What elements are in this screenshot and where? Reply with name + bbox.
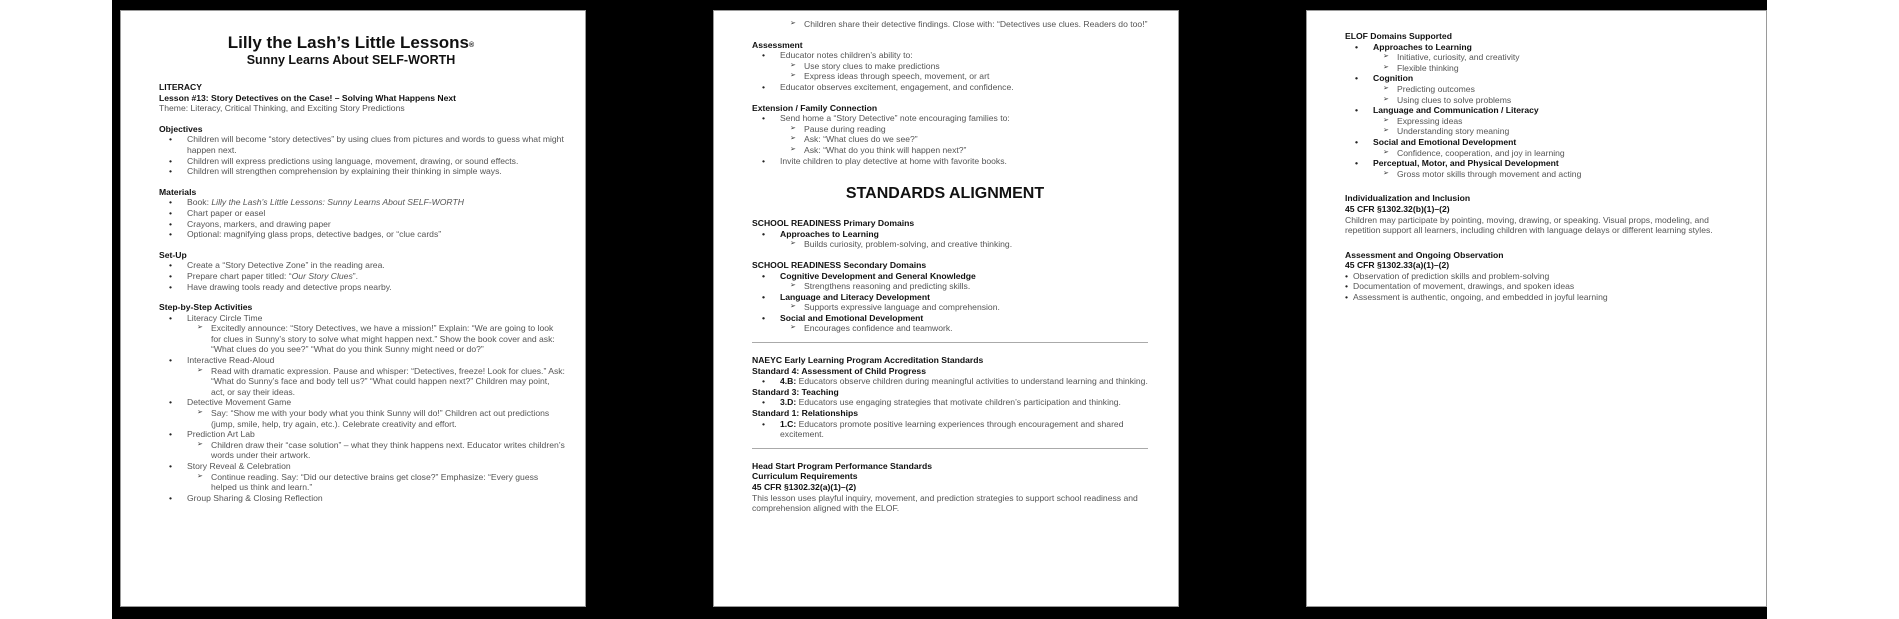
- activity-label: • Prediction Art Lab: [159, 429, 565, 440]
- domain-name: • Social and Emotional Development: [752, 313, 1158, 324]
- objectives-section: [159, 124, 565, 177]
- observation-item: • Assessment is authentic, ongoing, and embedded in joyful learning: [1345, 292, 1746, 303]
- book-prefix: Book:: [187, 197, 212, 208]
- activity-label: • Detective Movement Game: [159, 397, 565, 408]
- objective-item: • Children will express predictions using language, movement, drawing, or sound effects.: [159, 156, 565, 167]
- headstart-cfr: 45 CFR §1302.32(a)(1)–(2): [752, 482, 857, 492]
- registered-mark: ®: [469, 42, 475, 49]
- domain-detail: ➢ Supports expressive language and comprehension.: [752, 302, 1158, 313]
- document-page-2: [713, 10, 1179, 607]
- chart-title: Our Story Clues: [291, 270, 353, 281]
- ongoing-observation-section: [1345, 250, 1746, 303]
- activities-section: [159, 302, 565, 503]
- standard-text: Educators use engaging strategies that motivate children’s participation and thinking.: [796, 397, 1121, 408]
- elof-subitem: ➢ Gross motor skills through movement and acting: [1345, 169, 1746, 180]
- elof-subitem: ➢ Predicting outcomes: [1345, 84, 1746, 95]
- setup-item: • Create a “Story Detective Zone” in the reading area.: [159, 260, 565, 271]
- title-text: Lilly the Lash’s Little Lessons: [227, 33, 470, 52]
- headstart-text: This lesson uses playful inquiry, movement, and prediction strategies to support school readiness and comprehension aligned with the ELOF.: [752, 492, 1138, 514]
- naeyc-heading: NAEYC Early Learning Program Accreditation Standards: [752, 355, 984, 366]
- activity-detail: ➢ Say: “Show me with your body what you think Sunny will do!” Children act out predictions (jump, smile, help, try again, etc.). Celebrate creativity and effort.: [159, 408, 565, 429]
- lesson-title: Lesson #13: Story Detectives on the Case! – Solving What Happens Next: [159, 92, 457, 103]
- objectives-heading: Objectives: [159, 123, 203, 134]
- material-item: • Chart paper or easel: [159, 208, 565, 219]
- ongoing-cfr: 45 CFR §1302.33(a)(1)–(2): [1345, 260, 1450, 271]
- activity-label: • Interactive Read-Aloud: [159, 355, 565, 366]
- activities-heading: Step-by-Step Activities: [159, 302, 253, 313]
- activity-label: • Group Sharing & Closing Reflection: [159, 493, 565, 504]
- elof-section: [1345, 31, 1746, 179]
- elof-subitem: ➢ Understanding story meaning: [1345, 126, 1746, 137]
- elof-subitem: ➢ Expressing ideas: [1345, 116, 1746, 127]
- activity-label: • Story Reveal & Celebration: [159, 461, 565, 472]
- individualization-cfr: 45 CFR §1302.32(b)(1)–(2): [1345, 203, 1450, 214]
- domain-name: • Language and Literacy Development: [752, 292, 1158, 303]
- setup-item: • Have drawing tools ready and detective props nearby.: [159, 282, 565, 293]
- materials-section: [159, 187, 565, 240]
- document-title: [159, 33, 543, 53]
- objective-item: • Children will strengthen comprehension by explaining their thinking in simple ways.: [159, 166, 565, 177]
- extension-item: • Send home a “Story Detective” note encouraging families to:: [752, 113, 1158, 124]
- individualization-section: [1345, 193, 1746, 235]
- standard-item: [752, 397, 1158, 408]
- elof-subitem: ➢ Confidence, cooperation, and joy in learning: [1345, 148, 1746, 159]
- standard-title: Standard 1: Relationships: [752, 408, 859, 419]
- standard-code: 4.B:: [780, 376, 797, 387]
- extension-subitem: ➢ Ask: “What clues do we see?”: [752, 134, 1158, 145]
- document-page-3: [1306, 10, 1767, 607]
- primary-domains-section: [752, 218, 1158, 250]
- standard-item: [752, 376, 1158, 387]
- standard-title: Standard 3: Teaching: [752, 386, 839, 397]
- assessment-heading: Assessment: [752, 39, 803, 50]
- ongoing-heading: Assessment and Ongoing Observation: [1345, 249, 1504, 260]
- standard-text: Educators observe children during meaningful activities to understand learning and thinking.: [796, 376, 1148, 387]
- elof-domain: • Approaches to Learning: [1345, 42, 1746, 53]
- primary-domains-heading: SCHOOL READINESS Primary Domains: [752, 218, 915, 229]
- assessment-item: • Educator notes children’s ability to:: [752, 50, 1158, 61]
- setup-heading: Set-Up: [159, 249, 187, 260]
- elof-subitem: ➢ Using clues to solve problems: [1345, 95, 1746, 106]
- standards-alignment-heading: STANDARDS ALIGNMENT: [845, 185, 1045, 203]
- setup-section: [159, 250, 565, 292]
- elof-heading: ELOF Domains Supported: [1345, 31, 1452, 41]
- activity-label: • Literacy Circle Time: [159, 313, 565, 324]
- setup-text: Prepare chart paper titled: “: [187, 270, 292, 281]
- setup-item: [159, 271, 565, 282]
- section-divider: [752, 342, 1148, 343]
- observation-item: • Observation of prediction skills and problem-solving: [1345, 271, 1746, 282]
- domain-detail: ➢ Strengthens reasoning and predicting skills.: [752, 281, 1158, 292]
- assessment-subitem: ➢ Express ideas through speech, movement, or art: [752, 71, 1158, 82]
- standard-code: 3.D:: [780, 397, 797, 408]
- extension-section: [752, 103, 1158, 167]
- standard-code: 1.C:: [780, 418, 797, 429]
- elof-domain: • Language and Communication / Literacy: [1345, 105, 1746, 116]
- domain-detail: ➢ Encourages confidence and teamwork.: [752, 323, 1158, 334]
- extension-heading: Extension / Family Connection: [752, 102, 878, 113]
- domain-name: • Cognitive Development and General Knowledge: [752, 271, 1158, 282]
- category-label: LITERACY: [159, 82, 202, 92]
- elof-subitem: ➢ Flexible thinking: [1345, 63, 1746, 74]
- headstart-heading: Head Start Program Performance Standards: [752, 460, 933, 471]
- secondary-domains-section: [752, 260, 1158, 334]
- standard-title: Standard 4: Assessment of Child Progress: [752, 365, 926, 376]
- assessment-subitem: ➢ Use story clues to make predictions: [752, 61, 1158, 72]
- document-subtitle: Sunny Learns About SELF-WORTH: [246, 53, 456, 67]
- headstart-section: [752, 461, 1158, 514]
- assessment-item: • Educator observes excitement, engagement, and confidence.: [752, 82, 1158, 93]
- headstart-subheading: Curriculum Requirements: [752, 471, 858, 482]
- elof-domain: • Social and Emotional Development: [1345, 137, 1746, 148]
- domain-detail: ➢ Builds curiosity, problem-solving, and creative thinking.: [752, 239, 1158, 250]
- document-page-1: [120, 10, 586, 607]
- elof-domain: • Perceptual, Motor, and Physical Development: [1345, 158, 1746, 169]
- elof-domain: • Cognition: [1345, 73, 1746, 84]
- extension-subitem: ➢ Ask: “What do you think will happen next?”: [752, 145, 1158, 156]
- secondary-domains-heading: SCHOOL READINESS Secondary Domains: [752, 259, 927, 270]
- standard-item: [752, 419, 1158, 440]
- activity-detail-continued: ➢ Children share their detective findings. Close with: “Detectives use clues. Readers do too!”: [752, 19, 1158, 30]
- activity-detail: ➢ Read with dramatic expression. Pause and whisper: “Detectives, freeze! Look for clues.” Ask: “What do Sunny’s face and body tell us?” “What could happen next?” Children may point, act, or say their ideas.: [159, 366, 565, 398]
- assessment-section: [752, 40, 1158, 93]
- extension-item: • Invite children to play detective at home with favorite books.: [752, 156, 1158, 167]
- activity-detail: ➢ Children draw their “case solution” – what they think happens next. Educator writes children’s words under their artwork.: [159, 440, 565, 461]
- section-divider: [752, 448, 1148, 449]
- observation-item: • Documentation of movement, drawings, and spoken ideas: [1345, 281, 1746, 292]
- book-title: Lilly the Lash’s Little Lessons: Sunny Learns About SELF-WORTH: [211, 197, 464, 208]
- extension-subitem: ➢ Pause during reading: [752, 124, 1158, 135]
- setup-text: ”.: [352, 270, 359, 281]
- lesson-theme: Theme: Literacy, Critical Thinking, and Exciting Story Predictions: [159, 103, 405, 114]
- material-item-book: [159, 197, 565, 208]
- naeyc-section: [752, 355, 1158, 440]
- domain-name: • Approaches to Learning: [752, 229, 1158, 240]
- activity-detail: ➢ Continue reading. Say: “Did our detective brains get close?” Emphasize: “Every guess helped us think and learn.”: [159, 472, 565, 493]
- standard-text: Educators promote positive learning experiences through encouragement and shared excitement.: [780, 418, 1124, 440]
- elof-subitem: ➢ Initiative, curiosity, and creativity: [1345, 52, 1746, 63]
- activity-detail: ➢ Excitedly announce: “Story Detectives, we have a mission!” Explain: “We are going to look for clues in Sunny’s story to solve what might happen next.” Show the book cover and ask: “What clues do you see?” “What do you think Sunny might need or do?”: [159, 323, 565, 355]
- materials-heading: Materials: [159, 186, 197, 197]
- objective-item: • Children will become “story detectives” by using clues from pictures and words to guess what might happen next.: [159, 134, 565, 155]
- individualization-text: Children may participate by pointing, moving, drawing, or speaking. Visual props, modeling, and repetition support all learners, including children with language delays or different learning styles.: [1345, 214, 1713, 236]
- individualization-heading: Individualization and Inclusion: [1345, 193, 1471, 204]
- material-item: • Optional: magnifying glass props, detective badges, or “clue cards”: [159, 229, 565, 240]
- material-item: • Crayons, markers, and drawing paper: [159, 219, 565, 230]
